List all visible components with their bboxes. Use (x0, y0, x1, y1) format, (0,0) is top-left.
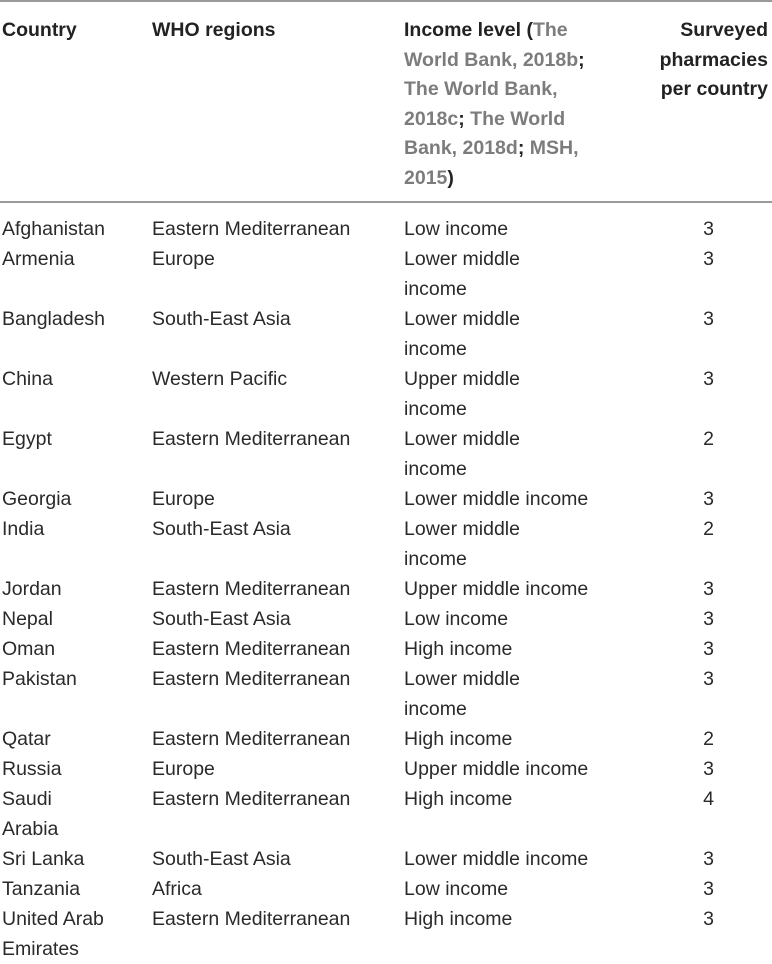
table-row (0, 574, 772, 604)
cell-country: Pakistan (2, 668, 77, 690)
cell-count: 2 (703, 728, 714, 750)
cell-count: 2 (703, 518, 714, 540)
cell-region: Europe (152, 248, 215, 270)
cell-count: 4 (703, 788, 714, 810)
cell-region: Europe (152, 758, 215, 780)
table-row (0, 634, 772, 664)
cell-income: High income (404, 908, 513, 930)
cell-region: South-East Asia (152, 608, 291, 630)
cell-income: Low income (404, 878, 509, 900)
cell-count: 3 (703, 248, 714, 270)
cell-count: 3 (703, 848, 714, 870)
table-row (0, 664, 772, 724)
table-row (0, 784, 772, 844)
cell-count: 3 (703, 668, 714, 690)
cell-region: South-East Asia (152, 848, 291, 870)
cell-region: Western Pacific (152, 368, 288, 390)
table-row (0, 364, 772, 424)
cell-income: Lower middle income (404, 248, 520, 300)
cell-count: 3 (703, 608, 714, 630)
table-header (0, 0, 772, 203)
cell-country: Afghanistan (2, 218, 105, 240)
cell-region: Eastern Mediterranean (152, 428, 351, 450)
cell-region: Europe (152, 488, 215, 510)
cell-country: Armenia (2, 248, 75, 270)
table-row (0, 484, 772, 514)
cell-income: High income (404, 728, 513, 750)
table-row (0, 514, 772, 574)
cell-income: Lower middle income (404, 668, 520, 720)
cell-country: Saudi Arabia (2, 788, 59, 840)
cell-country: Qatar (2, 728, 51, 750)
cell-income: Low income (404, 608, 509, 630)
cell-region: Eastern Mediterranean (152, 578, 351, 600)
header-income-prefix: Income level ( (404, 19, 533, 41)
cell-count: 3 (703, 578, 714, 600)
cell-income: High income (404, 638, 513, 660)
cell-region: Africa (152, 878, 202, 900)
table-row (0, 904, 772, 964)
header-country: Country (2, 19, 77, 41)
cell-country: India (2, 518, 45, 540)
cell-income: Low income (404, 218, 509, 240)
cell-region: Eastern Mediterranean (152, 788, 351, 810)
cell-country: Tanzania (2, 878, 81, 900)
reference-separator: ; (458, 107, 471, 130)
table-row (0, 424, 772, 484)
cell-country: United Arab Emirates (2, 908, 104, 960)
table-row (0, 754, 772, 784)
table-row (0, 844, 772, 874)
table-row (0, 214, 772, 244)
cell-region: Eastern Mediterranean (152, 638, 351, 660)
cell-region: Eastern Mediterranean (152, 668, 351, 690)
reference-separator: ; (578, 48, 585, 71)
header-surveyed-pharmacies: Surveyed pharmacies per country (659, 19, 768, 100)
cell-income: Upper middle income (404, 758, 589, 780)
header-income-suffix: ) (447, 166, 454, 189)
cell-income: Lower middle income (404, 308, 520, 360)
cell-count: 3 (703, 218, 714, 240)
table-row (0, 604, 772, 634)
cell-income: Lower middle income (404, 518, 520, 570)
cell-country: Jordan (2, 578, 62, 600)
cell-region: South-East Asia (152, 518, 291, 540)
header-who-regions: WHO regions (152, 19, 276, 41)
cell-region: Eastern Mediterranean (152, 728, 351, 750)
cell-region: Eastern Mediterranean (152, 218, 351, 240)
cell-country: Nepal (2, 608, 53, 630)
table-body (0, 214, 772, 964)
cell-income: Upper middle income (404, 578, 589, 600)
table-row (0, 724, 772, 754)
income-reference-link[interactable]: The World Bank, 2018c (404, 78, 558, 130)
cell-region: South-East Asia (152, 308, 291, 330)
cell-count: 3 (703, 638, 714, 660)
income-reference-link[interactable]: The World Bank, 2018b (404, 19, 579, 71)
header-income-level (404, 16, 614, 193)
cell-income: Lower middle income (404, 488, 589, 510)
cell-income: High income (404, 788, 513, 810)
cell-count: 3 (703, 758, 714, 780)
income-reference-link[interactable]: MSH, 2015 (404, 137, 579, 189)
cell-count: 3 (703, 908, 714, 930)
cell-count: 3 (703, 878, 714, 900)
cell-country: China (2, 368, 53, 390)
cell-region: Eastern Mediterranean (152, 908, 351, 930)
cell-country: Sri Lanka (2, 848, 85, 870)
cell-country: Egypt (2, 428, 52, 450)
cell-income: Upper middle income (404, 368, 520, 420)
cell-count: 2 (703, 428, 714, 450)
cell-income: Lower middle income (404, 428, 520, 480)
cell-country: Georgia (2, 488, 72, 510)
cell-count: 3 (703, 308, 714, 330)
cell-count: 3 (703, 488, 714, 510)
cell-country: Oman (2, 638, 56, 660)
cell-country: Bangladesh (2, 308, 106, 330)
cell-income: Lower middle income (404, 848, 589, 870)
table-row (0, 244, 772, 304)
reference-separator: ; (517, 137, 530, 159)
cell-count: 3 (703, 368, 714, 390)
income-reference-link[interactable]: The World Bank, 2018d (404, 107, 566, 159)
table-row (0, 874, 772, 904)
table-row (0, 304, 772, 364)
cell-country: Russia (2, 758, 62, 780)
